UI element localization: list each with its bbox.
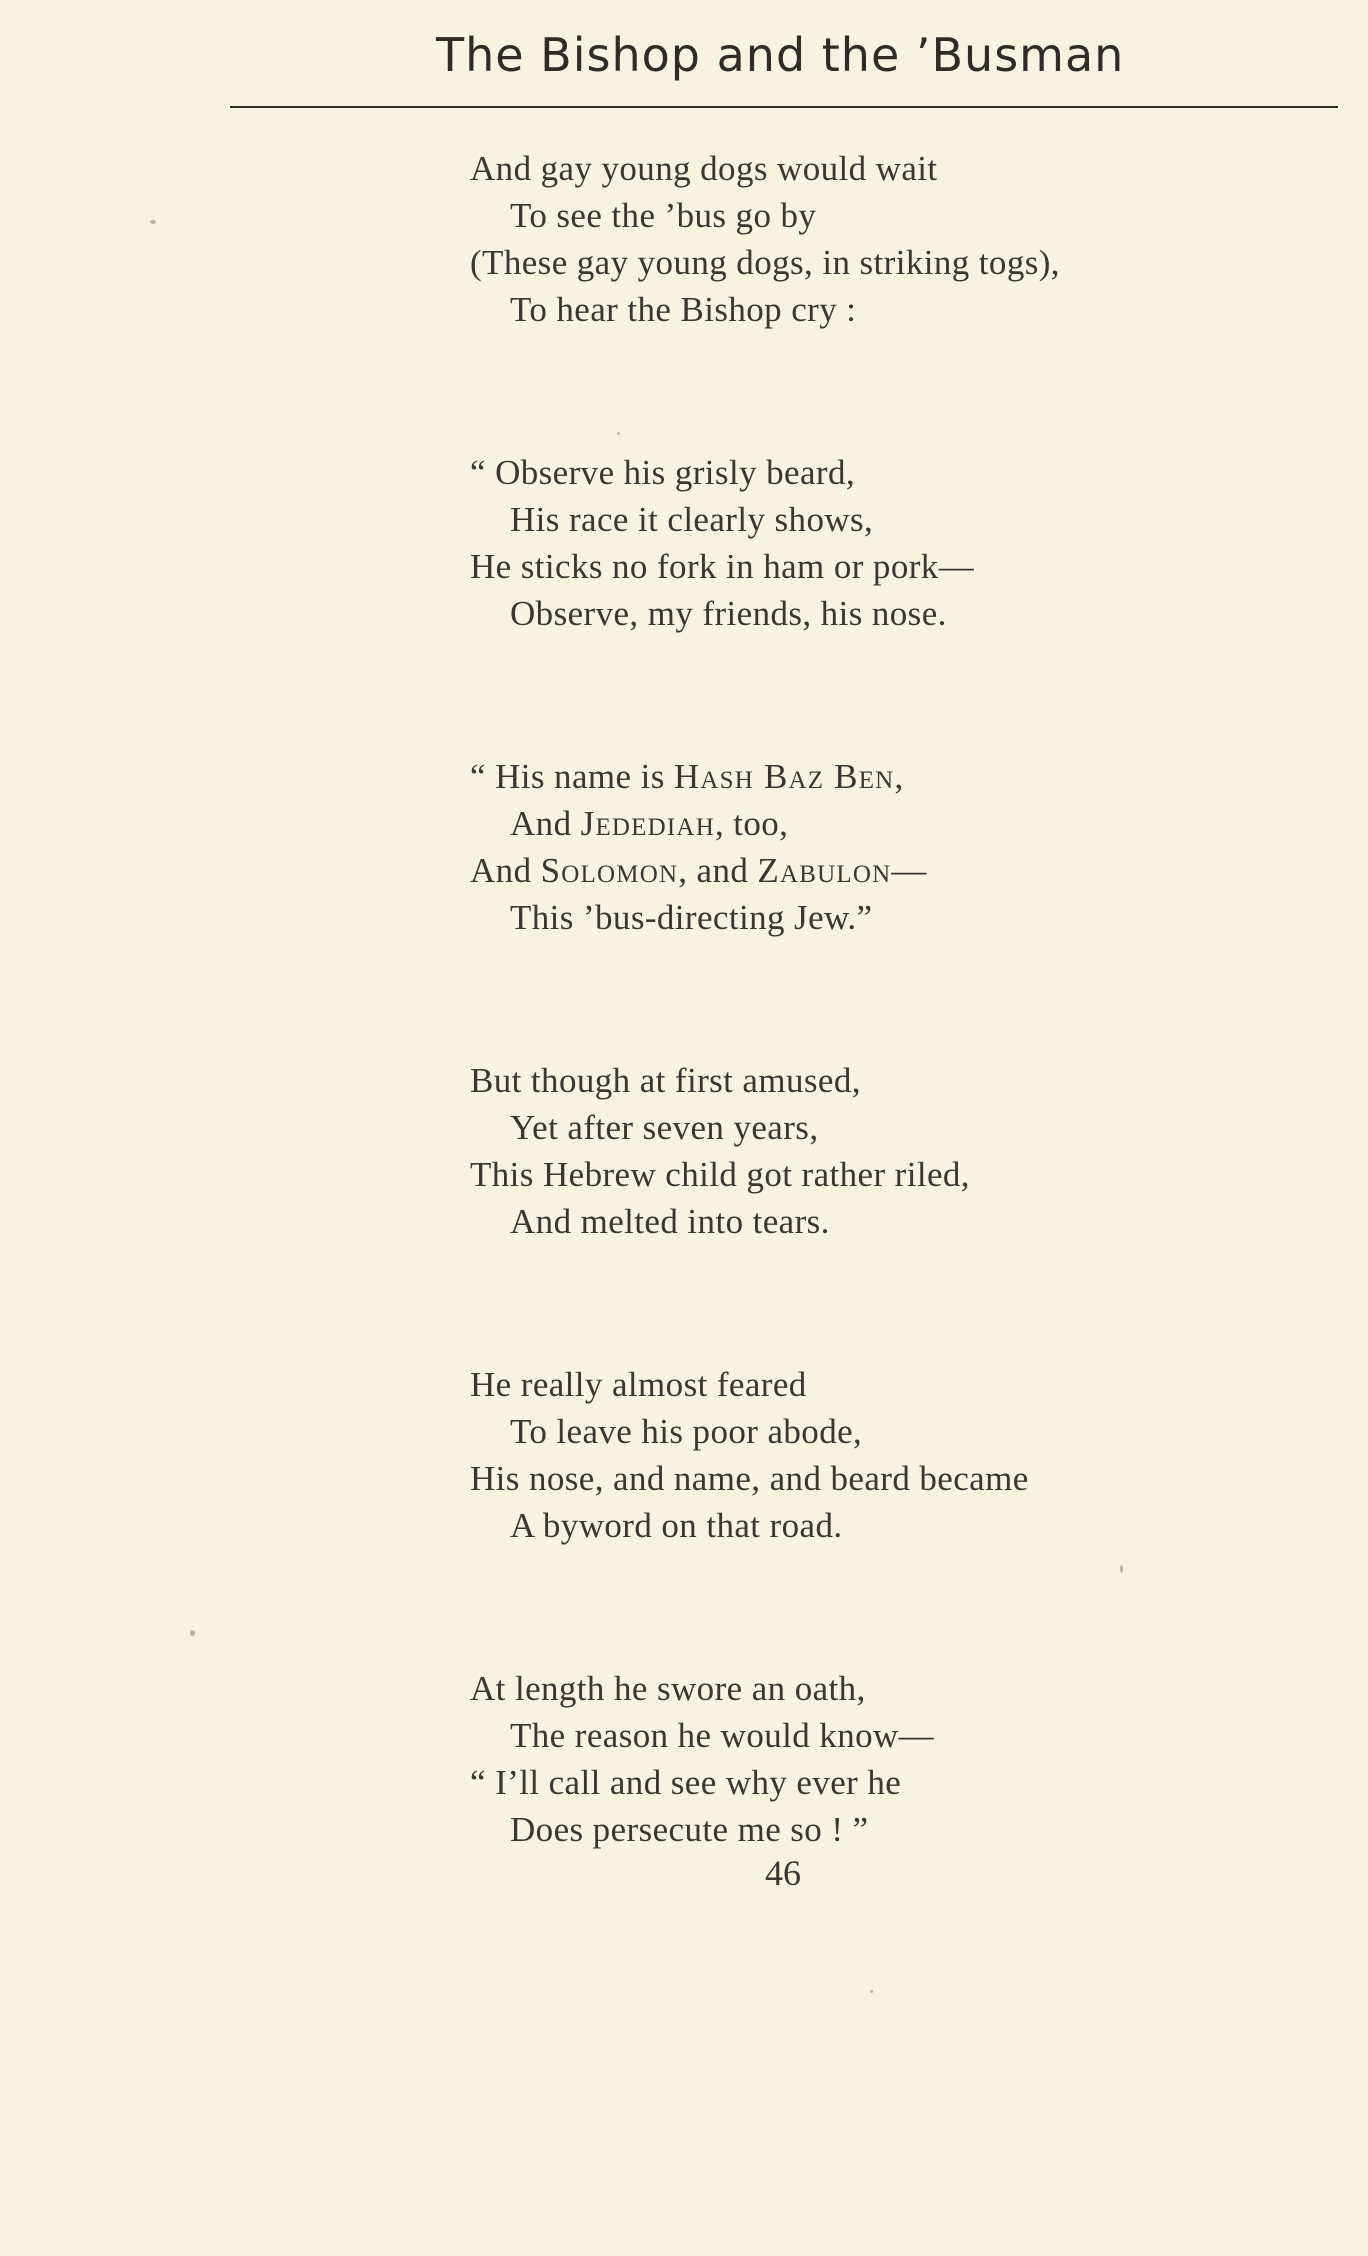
page-number-text: 46 — [765, 1853, 801, 1893]
small-caps-name: Zabulon — [757, 851, 892, 890]
poem-line — [470, 753, 1230, 800]
poem-line: This Hebrew child got rather riled, — [470, 1155, 970, 1194]
stanza — [470, 145, 1230, 333]
poem-line: And gay young dogs would wait — [470, 149, 938, 188]
poem-line: Observe, my friends, his nose. — [510, 594, 947, 633]
poem-line: To leave his poor abode, — [510, 1412, 863, 1451]
poem-line: At length he swore an oath, — [470, 1669, 866, 1708]
poem-line: A byword on that road. — [510, 1506, 843, 1545]
paper-speck — [870, 1990, 873, 1993]
running-title: The Bishop and the ’Busman — [436, 28, 1125, 82]
poem-line: But though at first amused, — [470, 1061, 861, 1100]
poem-line: This ’bus-directing Jew.” — [510, 898, 873, 937]
paper-speck — [617, 432, 620, 435]
line-text: , — [894, 757, 904, 796]
poem-line: (These gay young dogs, in striking togs), — [470, 243, 1060, 282]
poem-line — [470, 800, 1230, 847]
poem-line: He sticks no fork in ham or pork— — [470, 547, 975, 586]
line-text: “ His name is — [470, 757, 674, 796]
paper-speck — [1120, 1565, 1123, 1573]
poem-line: His race it clearly shows, — [510, 500, 874, 539]
small-caps-name: Jedediah — [580, 804, 715, 843]
header-rule — [230, 106, 1338, 108]
stanza — [470, 449, 1230, 637]
line-text: , too, — [714, 804, 789, 843]
paper-speck — [190, 1630, 195, 1636]
poem-line — [470, 847, 1230, 894]
poem-line: He really almost feared — [470, 1365, 807, 1404]
line-text: — — [891, 851, 927, 890]
poem-line: His nose, and name, and beard became — [470, 1459, 1029, 1498]
poem-body — [470, 145, 1230, 1853]
paper-speck — [150, 220, 156, 224]
poem-line: To see the ’bus go by — [510, 196, 817, 235]
small-caps-name: Solomon — [540, 851, 679, 890]
stanza — [470, 1361, 1230, 1549]
stanza — [470, 1665, 1230, 1853]
line-text: And — [470, 851, 541, 890]
line-text: , and — [678, 851, 758, 890]
poem-line: To hear the Bishop cry : — [510, 290, 857, 329]
poem-line: The reason he would know— — [510, 1716, 935, 1755]
poem-line: “ Observe his grisly beard, — [470, 453, 855, 492]
line-text: And — [510, 804, 581, 843]
poem-line: And melted into tears. — [510, 1202, 830, 1241]
poem-line: “ I’ll call and see why ever he — [470, 1763, 902, 1802]
small-caps-name: Hash Baz Ben — [673, 757, 895, 796]
stanza — [470, 1057, 1230, 1245]
page-number — [0, 1852, 1368, 1894]
poem-line: Does persecute me so ! ” — [510, 1810, 869, 1849]
stanza — [470, 753, 1230, 941]
poem-line: Yet after seven years, — [510, 1108, 819, 1147]
